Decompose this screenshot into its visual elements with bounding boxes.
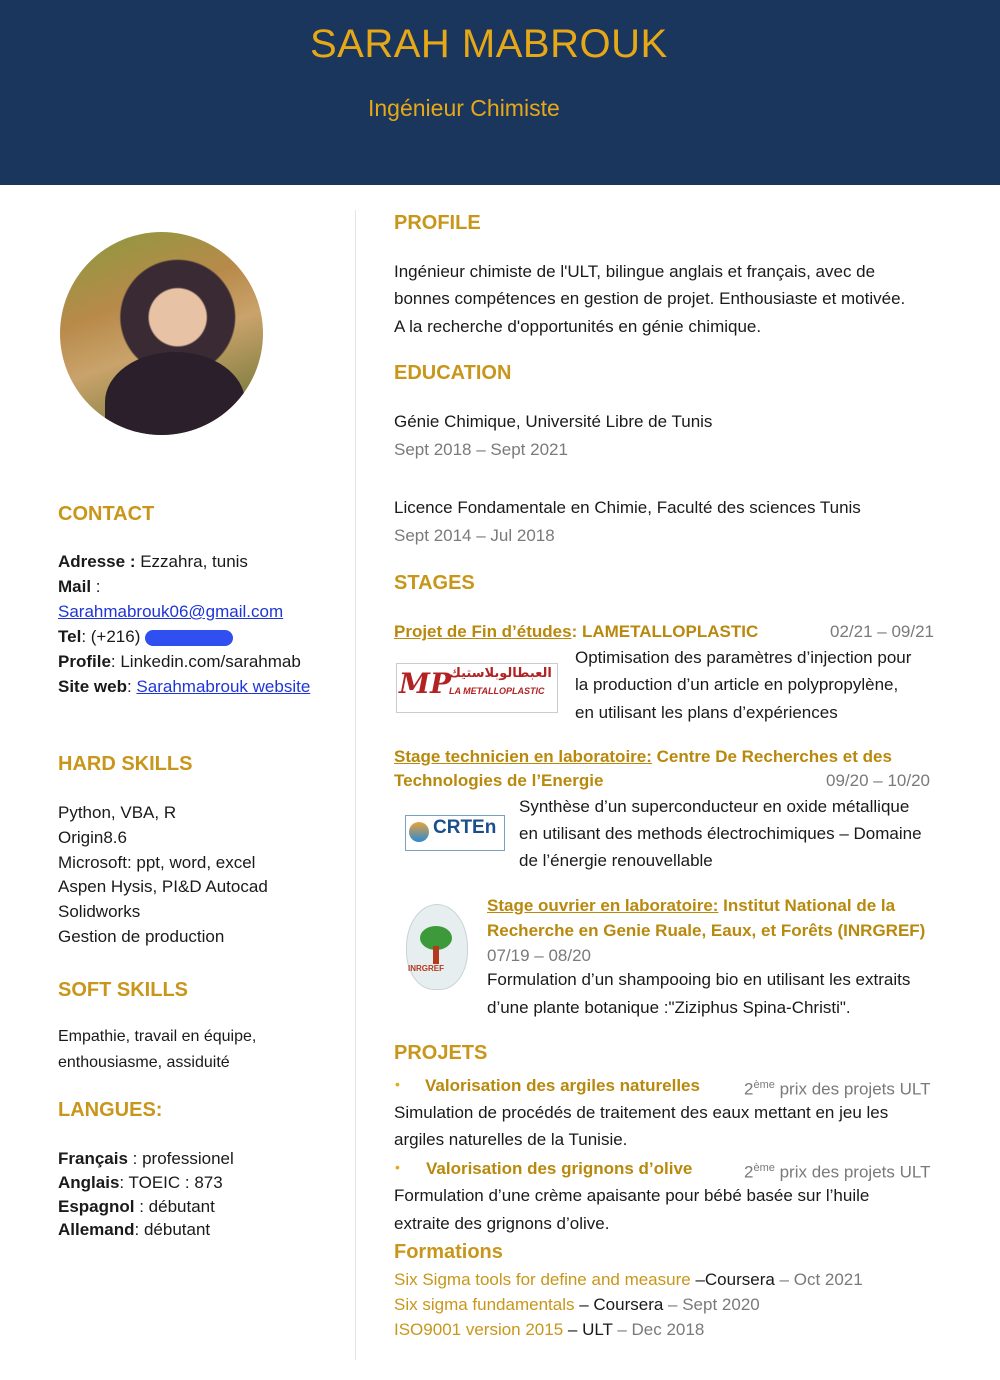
project-desc-line: extraite des grignons d’olive. [394,1214,610,1233]
website-link[interactable]: Sarahmabrouk website [136,677,311,696]
education-degree: Génie Chimique, Université Libre de Tunis [394,412,713,431]
project-desc-line: Simulation de procédés de traitement des eaux mettant en jeu les [394,1103,889,1122]
langues-heading: LANGUES: [58,1099,163,1121]
stage-title: Stage ouvrier en laboratoire: Institut National de la [487,896,896,915]
language-item: Espagnol : débutant [58,1197,215,1216]
hard-skill-item: Python, VBA, R [58,803,177,822]
project-prize: 2ème prix des projets ULT [744,1079,931,1099]
logo-text: LA METALLOPLASTIC [449,686,545,696]
profile-photo [60,232,263,435]
profile-line: A la recherche d'opportunités en génie chimique. [394,317,762,336]
contact-heading: CONTACT [58,503,155,525]
formation-item: ISO9001 version 2015 – ULT – Dec 2018 [394,1320,705,1339]
stage-desc-line: la production d’un article en polypropylène, [575,675,899,694]
project-prize: 2ème prix des projets ULT [744,1162,931,1182]
stage-desc-line: en utilisant les plans d’expériences [575,703,838,722]
hard-skill-item: Gestion de production [58,927,225,946]
stages-heading: STAGES [394,572,475,594]
column-divider [355,210,356,1360]
contact-site: Site web: Sarahmabrouk website [58,677,311,696]
stage-desc-line: en utilisant des methods électrochimiques – Domaine [519,824,922,843]
inrgref-logo [400,900,472,992]
stage-title: Stage technicien en laboratoire: Centre De Recherches et des [394,747,892,766]
stage-desc-line: Synthèse d’un superconducteur en oxide métallique [519,797,910,816]
logo-text: INRGREF [408,964,444,973]
stage-desc-line: Optimisation des paramètres d’injection pour [575,648,912,667]
stage-desc-line: d’une plante botanique :"Ziziphus Spina-Christi". [487,998,851,1017]
hard-skill-item: Origin8.6 [58,828,127,847]
bullet-icon: • [395,1076,400,1092]
stage-desc-line: de l’énergie renouvellable [519,851,713,870]
hard-skill-item: Aspen Hysis, PI&D Autocad [58,877,268,896]
contact-tel: Tel: (+216) [58,624,233,649]
stage-title-cont: Technologies de l’Energie [394,771,604,790]
stage-title-cont: Recherche en Genie Ruale, Eaux, et Forêts (INRGREF) [487,921,926,940]
hard-skills-heading: HARD SKILLS [58,753,193,775]
language-item: Français : professionel [58,1149,234,1168]
email-link[interactable]: Sarahmabrouk06@gmail.com [58,602,284,621]
profile-heading: PROFILE [394,212,481,234]
project-desc-line: argiles naturelles de la Tunisie. [394,1130,628,1149]
contact-profile: Profile: Linkedin.com/sarahmab [58,652,301,671]
hard-skill-item: Microsoft: ppt, word, excel [58,853,256,872]
profile-line: bonnes compétences en gestion de projet. Enthousiaste et motivée. [394,289,906,308]
logo-arabic-text: العبطالوبلاستيك [449,665,552,680]
project-desc-line: Formulation d’une crème apaisante pour bébé basée sur l’huile [394,1186,870,1205]
stage-desc-line: Formulation d’un shampooing bio en utilisant les extraits [487,970,911,989]
project-title: Valorisation des grignons d’olive [426,1159,693,1178]
contact-mail-label: Mail : [58,577,101,596]
soft-skills-heading: SOFT SKILLS [58,979,188,1001]
profile-line: Ingénieur chimiste de l'ULT, bilingue anglais et français, avec de [394,262,876,281]
language-item: Anglais: TOEIC : 873 [58,1173,223,1192]
logo-text: CRTEn [433,817,497,838]
education-dates: Sept 2018 – Sept 2021 [394,440,568,459]
crten-logo [405,815,505,851]
stage-dates: 09/20 – 10/20 [826,771,930,790]
soft-skills-line: enthousiasme, assiduité [58,1054,230,1071]
candidate-name: SARAH MABROUK [310,22,668,66]
formations-heading: Formations [394,1241,503,1263]
formation-item: Six sigma fundamentals – Coursera – Sept 2020 [394,1295,760,1314]
education-heading: EDUCATION [394,362,512,384]
stage-dates: 07/19 – 08/20 [487,946,591,965]
job-title: Ingénieur Chimiste [368,95,560,121]
contact-address: Adresse : Ezzahra, tunis [58,552,248,571]
soft-skills-line: Empathie, travail en équipe, [58,1028,257,1045]
education-dates: Sept 2014 – Jul 2018 [394,526,555,545]
hard-skill-item: Solidworks [58,902,141,921]
header-banner [0,0,1000,185]
stage-dates: 02/21 – 09/21 [830,622,934,641]
redacted-phone [145,630,233,646]
projets-heading: PROJETS [394,1042,488,1064]
formation-item: Six Sigma tools for define and measure –Coursera – Oct 2021 [394,1270,863,1289]
bullet-icon: • [395,1159,400,1175]
language-item: Allemand: débutant [58,1220,211,1239]
stage-title: Projet de Fin d’études: LAMETALLOPLASTIC [394,622,759,641]
lametalloplastic-logo [396,663,558,713]
education-degree: Licence Fondamentale en Chimie, Faculté des sciences Tunis [394,498,861,517]
logo-mp-monogram: MP [399,667,452,700]
project-title: Valorisation des argiles naturelles [425,1076,700,1095]
